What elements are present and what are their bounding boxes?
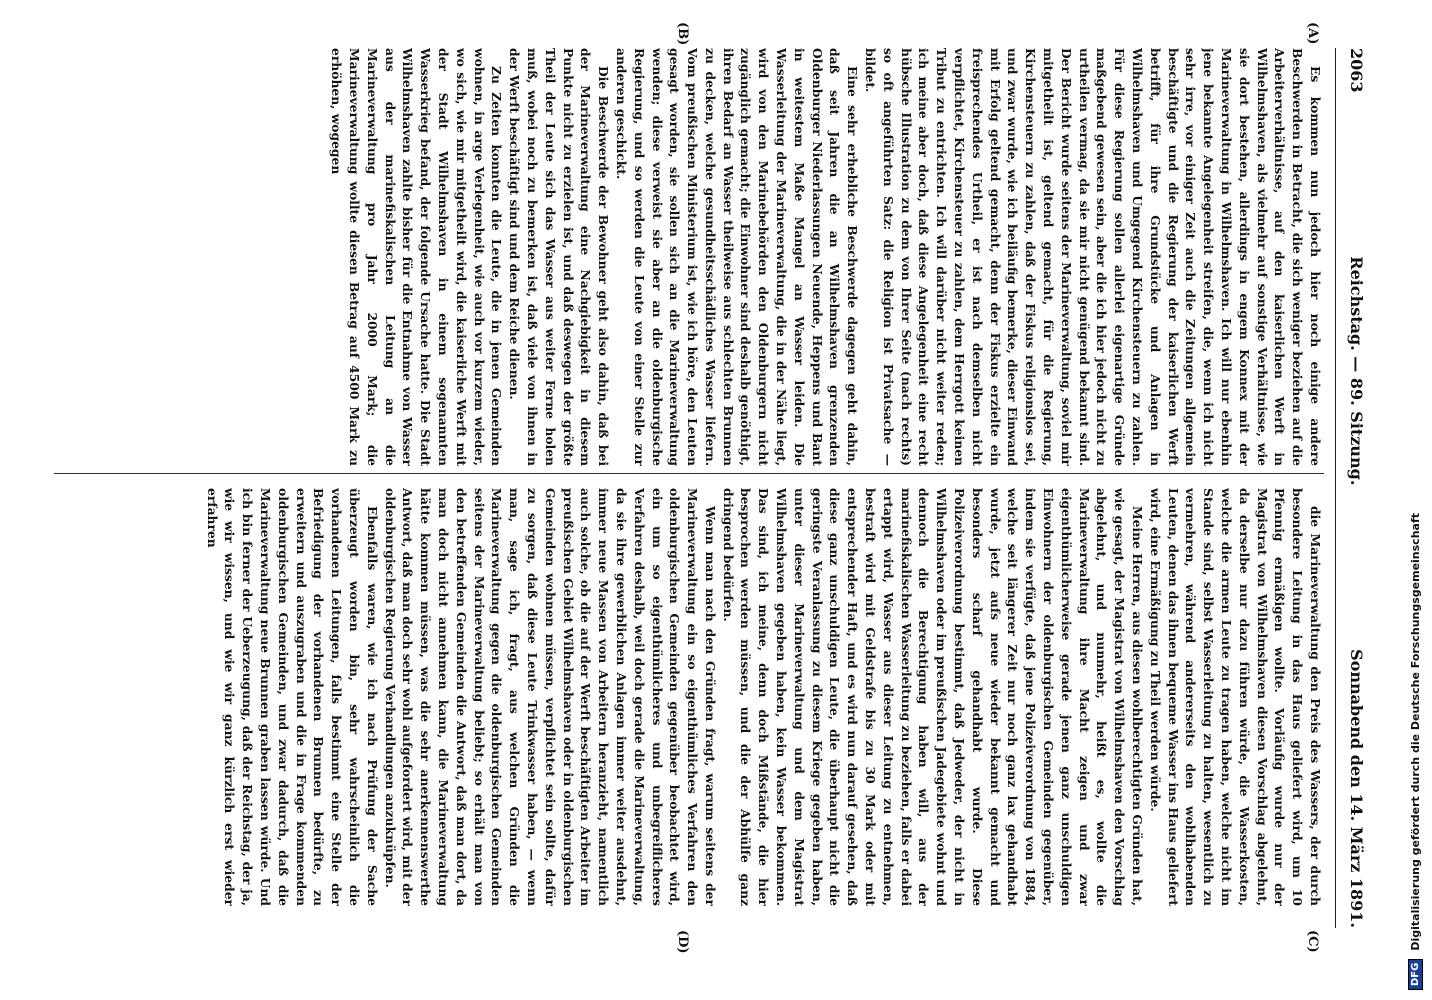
page-header	[1340, 48, 1366, 928]
right-text-column	[54, 488, 1324, 906]
margin-label-c: (C)	[1305, 930, 1320, 953]
header-title: Reichstag. — 89. Sitzung.	[1347, 256, 1366, 486]
header-date: Sonnabend den 14. März 1891.	[1347, 649, 1366, 928]
paragraph: Eine sehr erhebliche Beschwerde dagegen geht dahin, daß seit Jahren die an Wilhelmshaven grenzenden Oldenburger Niederlassungen Neuende, Heppens und Bant in weitestem Maße Mangel an Wasser leiden. Die Wasserleitung der Marineverwaltung, die in der Nähe liegt, wird von den Marinebehörden den Oldenburgern nicht zugänglich gemacht; die Einwohner sind deshalb genöthigt, ihren Bedarf an Wasser theilweise aus schlechten Brunnen zu decken, welche gesundheitsschädliches Wasser liefern. Vom preußischen Ministerium ist, wie ich höre, den Leuten gesagt worden, sie sollen sich an die Marineverwaltung wenden; diese verweist sie aber an die oldenburgische Regierung, und so werden die Leute von einer Stelle zur anderen geschickt.	[613, 48, 861, 466]
column-divider	[54, 473, 1324, 474]
margin-label-a: (A)	[1305, 22, 1320, 45]
digitization-note: Digitalisierung gefördert durch die Deutsche Forschungsgemeinschaft	[1408, 512, 1422, 951]
paragraph: die Marineverwaltung den Preis des Wassers, der durch besondere Leitung in das Haus geliefert wird, um 10 Pfennig ermäßigen wollte. Vorläufig wurde nur der Magistrat von Wilhelmshaven diesen Vorschlag abgelehnt, da derselbe nur dazu führen würde, die Wasserkosten, welche die armen Leute zu tragen haben, welche nicht im Stande sind, selbst Wasserleitung zu halten, wesentlich zu vermehren, während andererseits den wohlhabenden Leuten, denen das ihnen bequeme Wasser ins Haus geliefert wird, eine Ermäßigung zu Theil werden würde.	[1147, 488, 1323, 906]
paragraph: Wenn man nach den Gründen fragt, warum seitens der Marineverwaltung ein so eigenthümliches Verfahren den oldenburgischen Gemeinden gegenüber beobachtet wird, ein um so eigenthümlicheres und unbegreiflicheres Verfahren deshalb, weil doch gerade die Marineverwaltung, da sie ihre gewerblichen Anlagen immer weiter ausdehnt, immer neue Massen von Arbeitern heranzieht, namentlich auch solche, ob die auf der Werft beschäftigten Arbeiter im preußischen Gebiet Wilhelmshaven oder in oldenburgischen Gemeinden wohnen müssen, verpflichtet sein sollte, dafür zu sorgen, daß diese Leute Trinkwasser haben, — wenn man, sage ich, fragt, aus welchen Gründen die Marineverwaltung gegen die oldenburgischen Gemeinden seitens der Marineverwaltung beliebt; so erhält man von den betreffenden Gemeinden die Antwort, daß man dort, da man doch nicht annehmen kann, die Marineverwaltung hätte kommen müssen, was die sehr anerkennenswerthe Antwort, daß man doch sehr wohl aufgefordert wird, mit der oldenburgischen Regierung Verhandlungen anzuknüpfen.	[382, 488, 718, 906]
page-number: 2063	[1347, 48, 1366, 93]
paragraph: Meine Herren, aus diesen wohlberechtigten Gründen hat, wie gesagt, der Magistrat von Wilhelmshaven den Vorschlag abgelehnt, und nunmehr, heißt es, wollte die Marineverwaltung ihre Macht zeigen und zwar eigenthümlicherweise gerade jenen ganz unschuldigen Einwohnern der oldenburgischen Gemeinden gegenüber, indem sie verfügte, daß jene Polizeiverordnung von 1884, welche seit längerer Zeit nur noch ganz lax gehandhabt wurde, jetzt aufs neue wieder bekannt gemacht und besonders scharf gehandhabt wurde. Diese Polizeiverordnung bestimmt, daß Jedweder, der nicht in Wilhelmshaven oder im preußischen Jadegebiete wohnt und dennoch die Berechtigung haben will, aus der marinefiskalischen Wasserleitung zu beziehen, falls er dabei ertappt wird, Wasser aus dieser Leitung zu entnehmen, bestraft wird mit Geldstrafe bis zu 30 Mark oder mit entsprechender Haft, und es wird nun darauf gesehen, daß diese ganz unschuldigen Leute, die überhaupt nicht die geringste Veranlassung zu diesem Kriege gegeben haben, unter dieser Marineverwaltung und dem Magistrat Wilhelmshaven gegeben haben, kein Wasser bekommen. Das sind, ich meine, denn doch Mißstände, die hier besprochen werden müssen, und die der Abhülfe ganz dringend bedürfen.	[720, 488, 1146, 906]
left-text-column	[54, 48, 1324, 466]
header-rule	[1335, 48, 1336, 928]
margin-label-b: (B)	[675, 22, 690, 46]
dfg-logo: DFG	[1408, 959, 1423, 990]
paragraph: Die Beschwerde der Bewohner geht also dahin, daß bei der Marineverwaltung eine Nachgiebigkeit in diesem Punkte nicht zu erzielen ist, und daß deswegen der größte Theil der Leute sich das Wasser aus weiter Ferne holen muß, wobei noch zu bemerken ist, daß viele von ihnen in der Werft beschäftigt sind und dem Reiche dienen.	[507, 48, 612, 466]
margin-label-d: (D)	[675, 930, 690, 954]
paragraph: Ebenfalls waren, wie ich nach Prüfung der Sache überzeugt worden bin, sehr wahrscheinlich die vorhandenen Leitungen, falls bestimmt eine Stelle der Befriedigung der vorhandenen Brunnen bedürfte, zu erweitern und auszugraben und die in Frage kommenden oldenburgischen Gemeinden, und zwar dadurch, daß die Marineverwaltung neue Brunnen graben lassen würde. Und ich bin ferner der Ueberzeugung, daß der Reichstag, der ja, wie wir wissen, und wie wir ganz kürzlich erst wieder erfahren	[204, 488, 380, 906]
digitization-footer	[1406, 10, 1424, 990]
paragraph: Zu Zeiten konnten die Leute, die in jenen Gemeinden wohnen, in arge Verlegenheit, wie auch vor kurzem wieder, wo sich, wie mir mitgetheilt wird, die kaiserliche Werft mit der Stadt Wilhelmshaven in einem sogenannten Wasserkrieg befand, der folgende Ursache hatte. Die Stadt Wilhelmshaven zahlte bisher für die Entnahme von Wasser aus der marinefiskalischen Leitung an die Marineverwaltung pro Jahr 2000 Mark; die Marineverwaltung wollte diesen Betrag auf 4500 Mark zu erhöhen, wogegen	[329, 48, 505, 466]
paragraph: Es kommen nun jedoch hier noch einige andere Beschwerden in Betracht, die sich weniger beziehen auf die Arbeiterverhältnisse, auf den kaiserlichen Werft in Wilhelmshaven, als vielmehr auf sonstige Verhältnisse, wie sie dort bestehen, allerdings in engem Konnex mit der Marineverwaltung in Wilhelmshaven. Ich will nur ebenhin jene bekannte Angelegenheit streifen, die, wenn ich nicht sehr irre, vor einiger Zeit auch die Zeitungen allgemein beschäftigte und die Regierung der kaiserlichen Werft betrifft, für ihre Grundstücke und Anlagen in Wilhelmshaven und Umgegend Kirchensteuern zu zahlen. Für diese Regierung sollen allerlei eigenartige Gründe maßgebend gewesen sein, aber die ich hier jedoch nicht zu urtheilen vermag, da sie mir nicht genügend bekannt sind. Der Bericht wurde seitens der Marineverwaltung, soviel mir mitgetheilt ist, geltend gemacht, für die Regierung, Kirchensteuern zu zahlen, daß der Fiskus religionslos sei, und zwar wurde, wie ich beiläufig bemerke, dieser Einwand mit Erfolg geltend gemacht, denn der Fiskus erzielte ein freisprechendes Urtheil, er ist nach demselben nicht verpflichtet, Kirchensteuer zu zahlen, dem Herrgott keinen Tribut zu entrichten. Ich will darüber nicht weiter reden; ich meine aber doch, daß diese Angelegenheit eine recht hübsche Illustration zu dem von Ihrer Seite (nach rechts) so oft angeführten Satz: die Religion ist Privatsache — bildet.	[863, 48, 1323, 466]
document-page	[40, 8, 1380, 968]
